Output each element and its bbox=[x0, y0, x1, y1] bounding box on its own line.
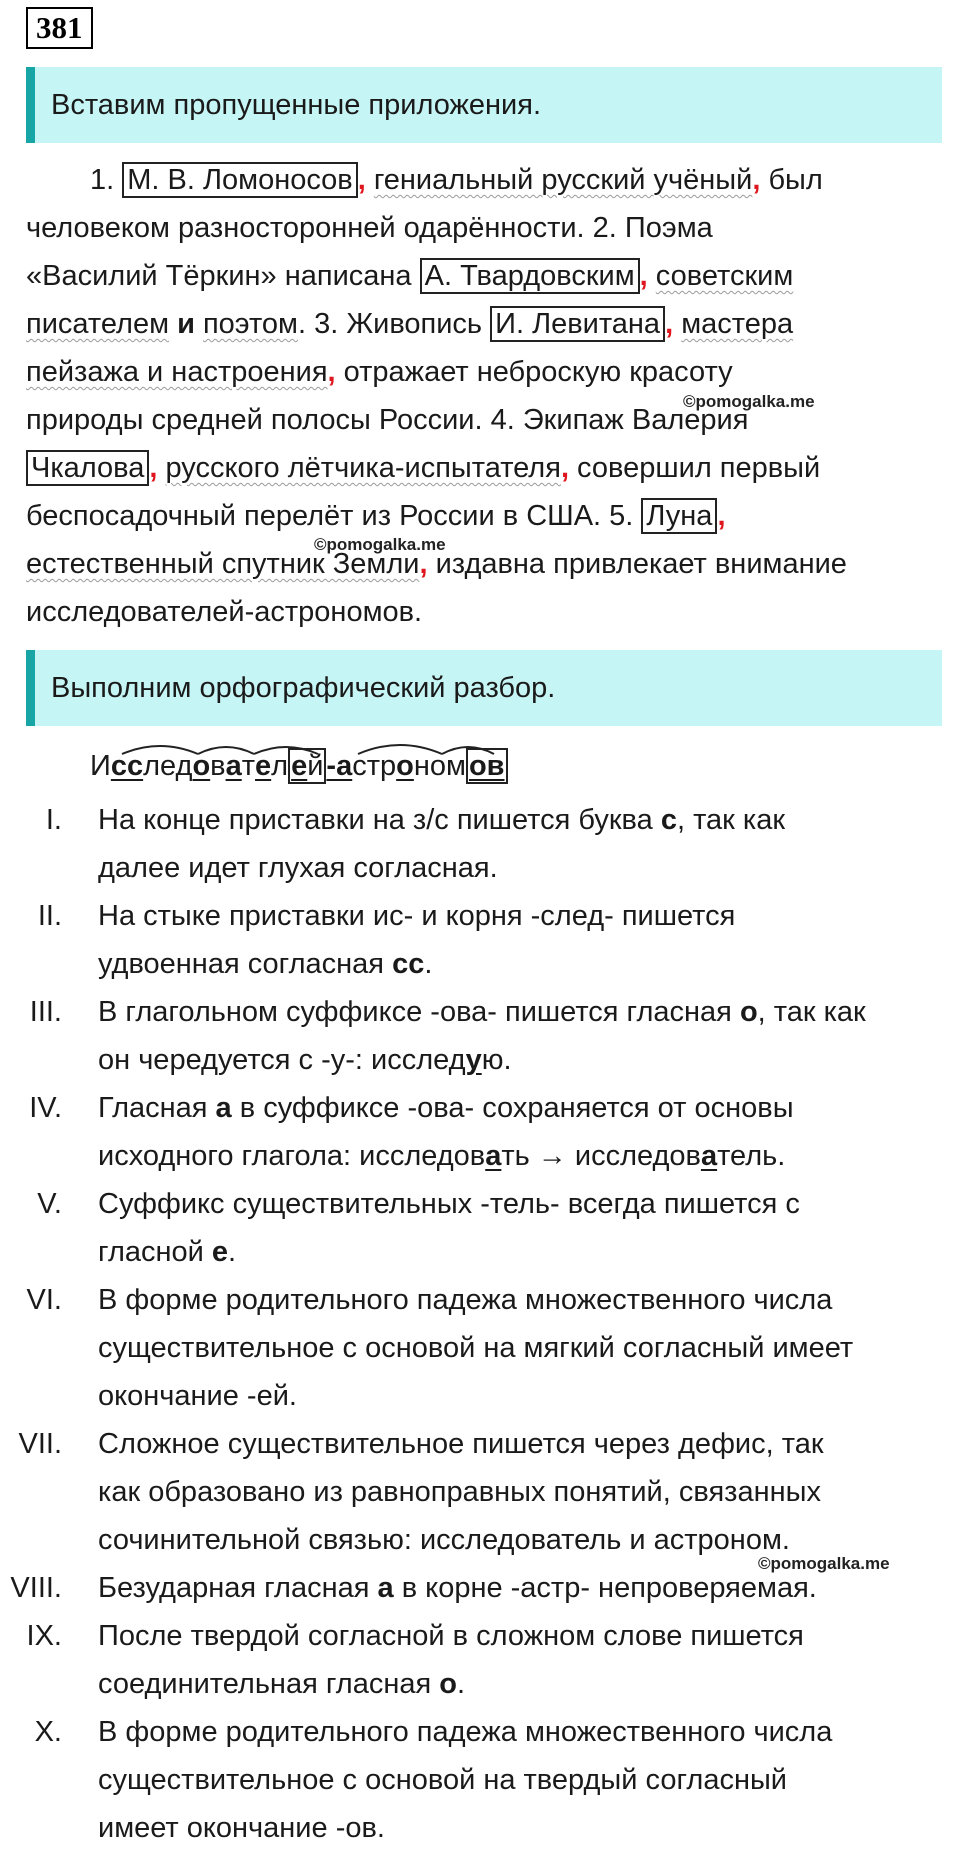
exercise-paragraph bbox=[26, 156, 956, 636]
bold-letter bbox=[485, 1140, 501, 1172]
bold-letter: сс bbox=[392, 948, 425, 980]
rule-line bbox=[98, 1228, 958, 1276]
root-arc bbox=[442, 747, 494, 754]
rule-number: I. bbox=[45, 804, 62, 836]
text-fragment: природы средней полосы России. 4. Экипаж Валерия bbox=[26, 404, 749, 436]
morpheme-arcs bbox=[90, 736, 530, 758]
apposition: пейзажа и настроения bbox=[26, 356, 328, 388]
spelling-rules-list bbox=[0, 796, 960, 1852]
text-fragment: . 3. Живопись bbox=[297, 308, 491, 340]
apposition: естественный спутник Земли bbox=[26, 548, 420, 580]
apposition: гениальный русский учёный bbox=[373, 164, 753, 196]
word-part-highlight: ов bbox=[468, 750, 505, 782]
word-part-highlight: -а bbox=[326, 750, 353, 782]
rule-item bbox=[0, 1612, 960, 1708]
rule-line bbox=[98, 1084, 958, 1132]
rule-item bbox=[0, 1708, 960, 1852]
red-comma: , bbox=[357, 164, 366, 196]
boxed-noun: И. Левитана bbox=[490, 306, 665, 342]
rule-line bbox=[98, 940, 958, 988]
text-fragment: соединительная гласная bbox=[98, 1668, 440, 1700]
rule-item bbox=[0, 1420, 960, 1564]
text-fragment: гласной bbox=[98, 1236, 212, 1268]
red-comma: , bbox=[560, 452, 569, 484]
apposition: писателем bbox=[26, 308, 170, 340]
rule-line bbox=[98, 844, 958, 892]
section-header-insert-appositions bbox=[26, 67, 942, 143]
text-line bbox=[26, 252, 956, 300]
bold-conjunction: и bbox=[177, 308, 195, 340]
apposition: мастера bbox=[681, 308, 794, 340]
red-comma: , bbox=[327, 356, 336, 388]
text-fragment: Суффикс существительных -тель- всегда пишется с bbox=[98, 1188, 800, 1220]
rule-number: X. bbox=[34, 1716, 62, 1748]
rule-text bbox=[98, 988, 958, 1084]
rule-line bbox=[98, 1660, 958, 1708]
word-part-highlight: о bbox=[192, 750, 211, 782]
word-part: стр bbox=[352, 750, 397, 782]
red-comma: , bbox=[717, 500, 726, 532]
text-fragment: На стыке приставки ис- и корня -след- пишется bbox=[98, 900, 736, 932]
text-fragment: . bbox=[228, 1236, 237, 1268]
rule-number: VIII. bbox=[10, 1572, 62, 1604]
text-fragment: в корне -астр- непроверяемая. bbox=[393, 1572, 817, 1604]
text-fragment: «Василий Тёркин» написана bbox=[26, 260, 420, 292]
section-title: Вставим пропущенные приложения. bbox=[51, 89, 541, 121]
text-fragment: 1. bbox=[90, 164, 123, 196]
text-fragment: издавна привлекает внимание bbox=[427, 548, 847, 580]
text-fragment: существительное с основой на мягкий согласный имеет bbox=[98, 1332, 854, 1364]
text-fragment: исходного глагола: исследов bbox=[98, 1140, 486, 1172]
text-fragment: На конце приставки на з/с пишется буква bbox=[98, 804, 661, 836]
exercise-number: 381 bbox=[26, 7, 93, 49]
underlined-letter: а bbox=[485, 1140, 502, 1172]
boxed-noun: А. Твардовским bbox=[420, 258, 640, 294]
text-fragment: беспосадочный перелёт из России в США. 5. bbox=[26, 500, 642, 532]
red-comma: , bbox=[665, 308, 674, 340]
word-part: т bbox=[241, 750, 256, 782]
rule-line bbox=[98, 1804, 958, 1852]
text-line bbox=[26, 492, 956, 540]
suffix-arc bbox=[198, 747, 254, 754]
text-fragment: в суффиксе -ова- сохраняется от основы bbox=[231, 1092, 794, 1124]
analyzed-word bbox=[90, 746, 508, 786]
watermark: ©pomogalka.me bbox=[758, 1554, 890, 1573]
text-fragment: ю. bbox=[481, 1044, 512, 1076]
text-line bbox=[26, 588, 956, 636]
apposition: советским bbox=[655, 260, 794, 292]
word-part-highlight: е bbox=[255, 750, 272, 782]
text-fragment: Гласная bbox=[98, 1092, 216, 1124]
rule-number: III. bbox=[29, 996, 62, 1028]
text-line bbox=[26, 444, 956, 492]
text-fragment: Безударная гласная bbox=[98, 1572, 378, 1604]
text-fragment: тель. bbox=[717, 1140, 786, 1172]
boxed-noun: Луна bbox=[641, 498, 717, 534]
section-title: Выполним орфографический разбор. bbox=[51, 672, 556, 704]
text-fragment: как образовано из равноправных понятий, связанных bbox=[98, 1476, 821, 1508]
rule-line bbox=[98, 1708, 958, 1756]
rule-line bbox=[98, 1372, 958, 1420]
text-fragment: исследователей-астрономов. bbox=[26, 596, 423, 628]
text-fragment: , так как bbox=[757, 996, 866, 1028]
text-fragment: имеет окончание -ов. bbox=[98, 1812, 385, 1844]
text-fragment: ть → исследов bbox=[501, 1140, 701, 1172]
text-fragment: он чередуется с -у-: исслед bbox=[98, 1044, 466, 1076]
text-line bbox=[26, 540, 956, 588]
text-fragment: В форме родительного падежа множественного числа bbox=[98, 1716, 833, 1748]
text-fragment: . bbox=[456, 1668, 466, 1700]
word-part: й bbox=[307, 750, 324, 782]
red-comma: , bbox=[419, 548, 428, 580]
red-comma: , bbox=[639, 260, 648, 292]
apposition: поэтом bbox=[202, 308, 298, 340]
rule-line bbox=[98, 1276, 958, 1324]
text-fragment: далее идет глухая согласная. bbox=[98, 852, 498, 884]
text-fragment: сочинительной связью: исследователь и астроном. bbox=[98, 1524, 790, 1556]
word-part: ном bbox=[413, 750, 466, 782]
boxed-noun: М. В. Ломоносов bbox=[122, 162, 357, 198]
bold-letter: е bbox=[211, 1236, 229, 1268]
word-part-highlight: а bbox=[225, 750, 242, 782]
bold-letter bbox=[466, 1044, 482, 1076]
rule-line bbox=[98, 988, 958, 1036]
rule-text bbox=[98, 1084, 958, 1180]
text-fragment: . bbox=[424, 948, 433, 980]
root-arc bbox=[122, 746, 198, 754]
text-fragment: совершил первый bbox=[569, 452, 821, 484]
red-comma: , bbox=[149, 452, 158, 484]
text-fragment: После твердой согласной в сложном слове пишется bbox=[98, 1620, 804, 1652]
text-fragment: Сложное существительное пишется через дефис, так bbox=[98, 1428, 824, 1460]
text-line bbox=[26, 204, 956, 252]
word-part-highlight: о bbox=[396, 750, 414, 782]
bold-letter: а bbox=[215, 1092, 232, 1124]
rule-line bbox=[98, 1180, 958, 1228]
root-arc bbox=[358, 745, 442, 754]
underlined-letter: а bbox=[700, 1140, 718, 1172]
text-fragment: окончание -ей. bbox=[98, 1380, 297, 1412]
rule-line bbox=[98, 1420, 958, 1468]
suffix-arc bbox=[254, 747, 318, 754]
text-fragment: В глагольном суффиксе -ова- пишется гласная bbox=[98, 996, 740, 1028]
underlined-letter: у bbox=[465, 1044, 482, 1076]
rule-item bbox=[0, 1180, 960, 1276]
word-part: И bbox=[90, 750, 111, 782]
word-part-highlight: е bbox=[291, 750, 308, 782]
rule-text bbox=[98, 892, 958, 988]
rule-text bbox=[98, 1180, 958, 1276]
text-fragment: был bbox=[760, 164, 823, 196]
rule-number: IV. bbox=[29, 1092, 62, 1124]
bold-letter: с bbox=[660, 804, 677, 836]
rule-line bbox=[98, 1132, 958, 1180]
text-fragment: существительное с основой на твердый согласный bbox=[98, 1764, 788, 1796]
text-line bbox=[26, 348, 956, 396]
rule-line bbox=[98, 1756, 958, 1804]
apposition: русского лётчика-испытателя bbox=[165, 452, 561, 484]
rule-line bbox=[98, 892, 958, 940]
word-part-highlight: сс bbox=[110, 750, 144, 782]
boxed-noun: Чкалова bbox=[26, 450, 149, 486]
rule-number: VII. bbox=[18, 1428, 62, 1460]
rule-item bbox=[0, 892, 960, 988]
text-line bbox=[26, 396, 956, 444]
rule-item bbox=[0, 988, 960, 1084]
watermark: ©pomogalka.me bbox=[314, 535, 446, 554]
section-header-spelling-analysis bbox=[26, 650, 942, 726]
text-fragment: отражает неброскую красоту bbox=[335, 356, 733, 388]
text-line bbox=[26, 156, 956, 204]
rule-text bbox=[98, 1708, 958, 1852]
rule-number: V. bbox=[37, 1188, 62, 1220]
bold-letter: о bbox=[439, 1668, 457, 1700]
word-part: в bbox=[210, 750, 226, 782]
rule-text bbox=[98, 1612, 958, 1708]
text-fragment: В форме родительного падежа множественного числа bbox=[98, 1284, 833, 1316]
rule-line bbox=[98, 1612, 958, 1660]
word-part: лед bbox=[143, 750, 193, 782]
rule-line bbox=[98, 1324, 958, 1372]
rule-number: II. bbox=[37, 900, 62, 932]
rule-item bbox=[0, 1084, 960, 1180]
text-line bbox=[26, 300, 956, 348]
red-comma: , bbox=[752, 164, 761, 196]
rule-text bbox=[98, 1420, 958, 1564]
bold-letter: а bbox=[377, 1572, 394, 1604]
rule-line bbox=[98, 796, 958, 844]
bold-letter: о bbox=[739, 996, 758, 1028]
rule-number: VI. bbox=[26, 1284, 62, 1316]
rule-text bbox=[98, 796, 958, 892]
rule-item bbox=[0, 796, 960, 892]
rule-number: IX. bbox=[26, 1620, 62, 1652]
rule-text bbox=[98, 1276, 958, 1420]
word-part: л bbox=[271, 750, 289, 782]
text-fragment: , так как bbox=[676, 804, 786, 836]
text-fragment: человеком разносторонней одарённости. 2. Поэма bbox=[26, 212, 713, 244]
rule-item bbox=[0, 1276, 960, 1420]
bold-letter bbox=[701, 1140, 717, 1172]
rule-line bbox=[98, 1036, 958, 1084]
text-fragment: удвоенная согласная bbox=[98, 948, 393, 980]
rule-line bbox=[98, 1468, 958, 1516]
watermark: ©pomogalka.me bbox=[683, 392, 815, 411]
